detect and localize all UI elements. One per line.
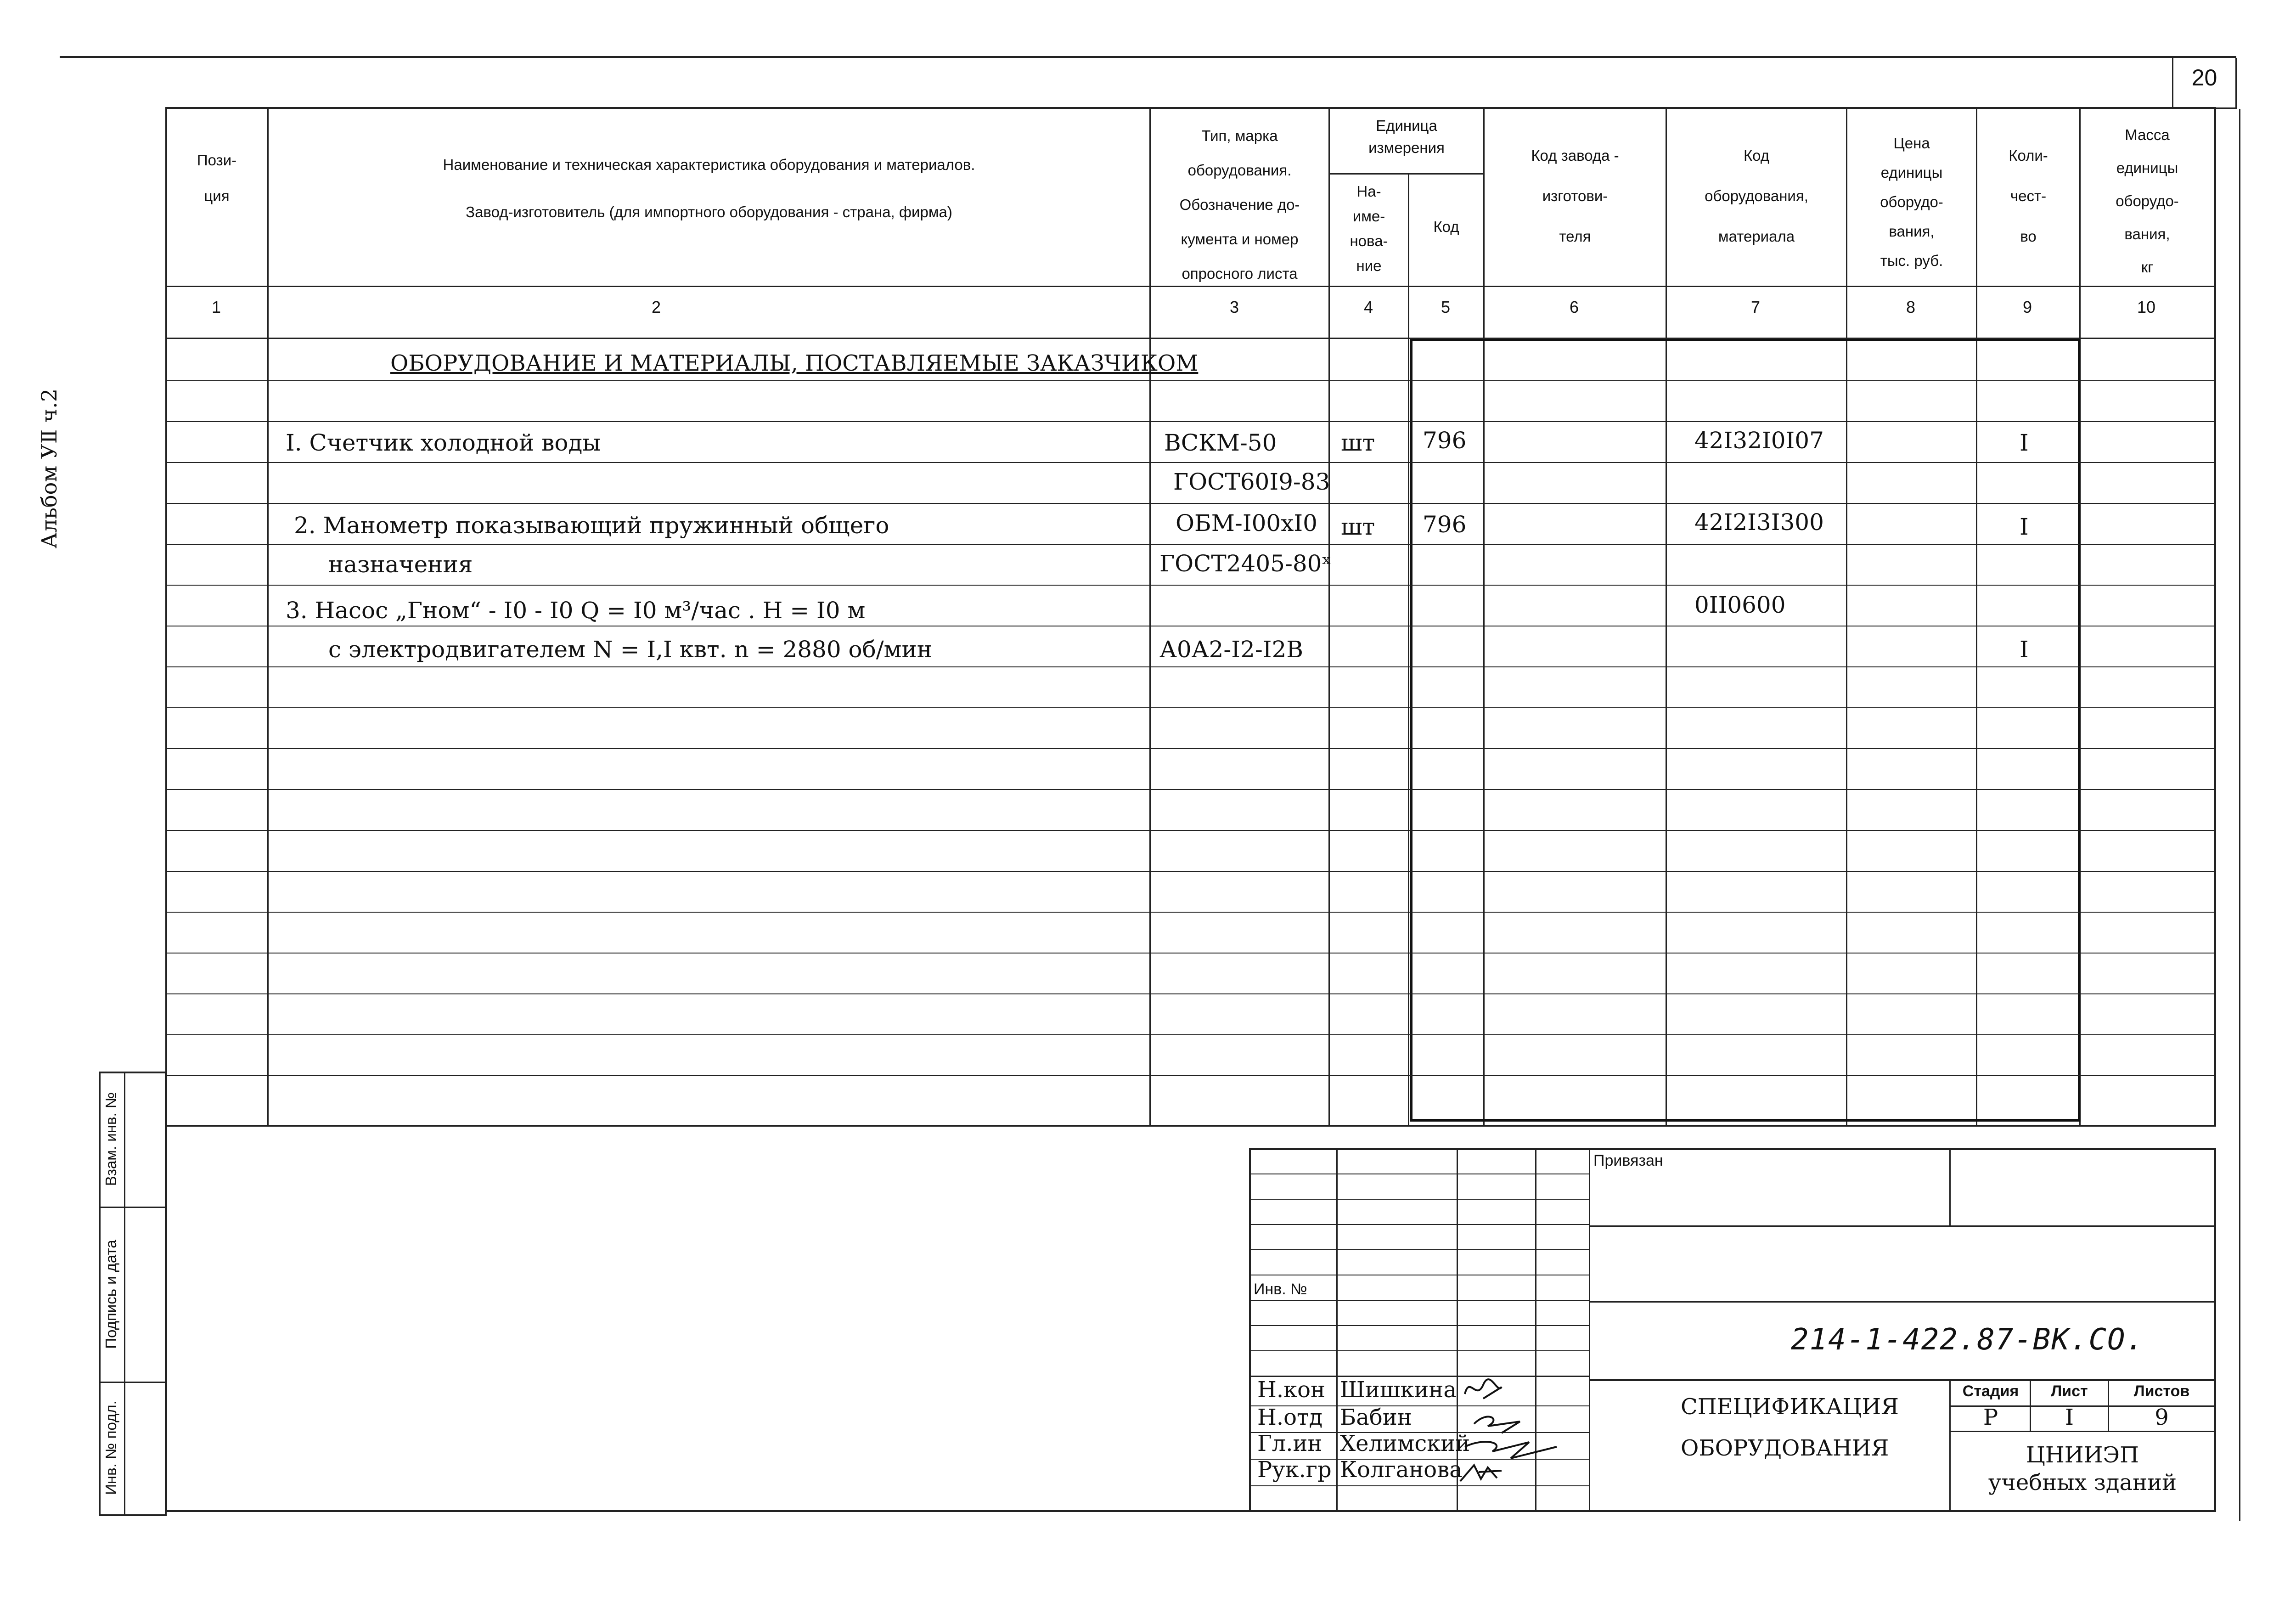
item-type: А0А2-I2-I2В (1159, 636, 1304, 663)
top-rule (60, 56, 2236, 58)
stage-label: Стадия (1962, 1382, 2019, 1400)
header-col6-line: теля (1559, 228, 1591, 245)
item-type: ГОСТ60I9-83 (1173, 468, 1330, 495)
row-line (165, 912, 2214, 913)
signer-role: Рук.гр (1257, 1457, 1332, 1483)
sheet-label: Лист (2051, 1382, 2088, 1400)
header-col10 (2081, 118, 2214, 284)
tb-privyazan-split (1949, 1148, 1951, 1226)
tb-right-row (1589, 1301, 2214, 1303)
header-col10-line: оборудо- (2116, 192, 2179, 209)
row-line (165, 830, 2214, 831)
item-type: ВСКМ-50 (1164, 429, 1277, 456)
document-code: 214-1-422.87-ВК.СО. (1791, 1323, 2145, 1357)
item-unit: шт (1341, 429, 1375, 456)
row-line (165, 871, 2214, 872)
header-col1-line: Пози- (197, 152, 237, 169)
header-col10-line: кг (2141, 259, 2154, 276)
tb-grid-row (1249, 1300, 1589, 1301)
header-col8-line: единицы (1880, 164, 1943, 181)
stamp-column-sep (99, 1382, 165, 1383)
tb-grid-row (1249, 1350, 1589, 1351)
page-number: 20 (2191, 65, 2217, 90)
signature-marks (1456, 1373, 1580, 1484)
sheet-value: I (2065, 1405, 2074, 1430)
header-col8-line: тыс. руб. (1880, 252, 1943, 269)
item-qty: I (2020, 429, 2029, 456)
header-col9-line: во (2020, 228, 2037, 245)
tb-right-row (1589, 1225, 2214, 1227)
page-number-box-right (2235, 58, 2237, 108)
header-col10-line: Масса (2125, 126, 2170, 143)
item-type: ОБМ-I00хI0 (1176, 510, 1317, 536)
header-unit-line: Единица (1376, 117, 1437, 134)
colnum-bottom-line (165, 338, 2214, 339)
header-col3 (1151, 118, 1328, 291)
row-line (165, 380, 2214, 381)
stamp-inv: Инв. № подл. (102, 1400, 119, 1495)
org-name-line: учебных зданий (1988, 1470, 2177, 1495)
row-line (165, 421, 2214, 422)
header-col8-line: вания, (1889, 223, 1935, 240)
item-qty: I (2020, 513, 2029, 540)
row-line (165, 1075, 2214, 1076)
left-frame-line-lower (165, 1123, 167, 1511)
col-line-4 (1408, 174, 1409, 1125)
header-col7-line: материала (1718, 228, 1795, 245)
signer-name: Шишкина (1340, 1377, 1457, 1403)
header-col2 (269, 152, 1149, 226)
inv-no-label: Инв. № (1254, 1281, 1307, 1298)
item-name: с электродвигателем N = I,I квт. n = 2880 об/мин (328, 636, 933, 663)
tb-grid-col (1589, 1148, 1590, 1511)
header-col8-line: Цена (1893, 135, 1930, 152)
item-qty: I (2020, 636, 2029, 663)
privyazan-label: Привязан (1593, 1152, 1663, 1169)
col-number: 2 (651, 298, 661, 316)
signer-name: Хелимский (1340, 1431, 1470, 1456)
header-col2-line: Завод-изготовитель (для импортного оборудования - страна, фирма) (466, 203, 952, 220)
col-number: 4 (1363, 298, 1373, 316)
col-line-1 (267, 107, 269, 1125)
col-number: 8 (1906, 298, 1916, 316)
item-name: I. Счетчик холодной воды (286, 429, 601, 456)
col-number: 5 (1441, 298, 1451, 316)
header-col7-line: оборудования, (1705, 187, 1808, 204)
header-unit-line: измерения (1368, 139, 1445, 156)
col-number: 1 (211, 298, 221, 316)
bold-data-box (1410, 339, 2081, 1122)
header-col3-line: Тип, марка (1201, 127, 1278, 144)
signer-role: Н.кон (1257, 1377, 1326, 1403)
header-col6-line: Код завода - (1531, 147, 1619, 164)
item-name: 3. Насос „Гном“ - I0 - I0 Q = I0 м³/час . Н = I0 м (286, 597, 866, 624)
tb-right-row (1589, 1379, 2214, 1381)
sheet-title-line: ОБОРУДОВАНИЯ (1681, 1435, 1889, 1461)
row-line (165, 953, 2214, 954)
sheet-title-line: СПЕЦИФИКАЦИЯ (1681, 1394, 1899, 1420)
item-type: ГОСТ2405-80ˣ (1159, 550, 1332, 577)
col-number: 9 (2022, 298, 2032, 316)
header-col9-line: чест- (2010, 187, 2047, 204)
signer-role: Гл.ин (1257, 1431, 1322, 1456)
stamp-column-sep (99, 1207, 165, 1208)
col-number: 3 (1229, 298, 1239, 316)
item-code: 0II0600 (1694, 592, 1786, 618)
header-col8 (1847, 129, 1976, 276)
header-col10-line: единицы (2116, 159, 2178, 176)
item-unit-code: 796 (1423, 427, 1467, 454)
row-line (165, 993, 2214, 994)
item-code: 42I2I3I300 (1694, 509, 1824, 536)
header-col4-line: име- (1352, 208, 1385, 225)
header-col8-line: оборудо- (1880, 193, 1943, 210)
stamp-column-divider (124, 1072, 125, 1514)
header-col10-line: вания, (2124, 226, 2170, 243)
row-line (165, 544, 2214, 545)
col-number: 10 (2137, 298, 2156, 316)
header-col4-line: На- (1356, 183, 1381, 200)
tb-grid-row (1249, 1199, 1589, 1200)
row-line (165, 462, 2214, 463)
tb-grid-row (1249, 1224, 1589, 1225)
header-col4 (1330, 179, 1408, 278)
sheets-value: 9 (2155, 1405, 2169, 1430)
stage-value: Р (1983, 1405, 1998, 1430)
stamp-podpis: Подпись и дата (102, 1240, 119, 1349)
header-col6-line: изготови- (1542, 187, 1608, 204)
header-col1-line: ция (204, 187, 230, 204)
header-col7-line: Код (1743, 147, 1770, 164)
header-unit-group (1330, 115, 1483, 159)
right-margin-line (2239, 109, 2240, 1521)
row-line (165, 707, 2214, 708)
signer-role: Н.отд (1257, 1405, 1323, 1430)
header-col3-line: Обозначение до- (1179, 196, 1300, 213)
header-col1 (166, 147, 267, 209)
row-line (165, 748, 2214, 749)
signer-name: Колганова (1340, 1457, 1463, 1483)
row-line (165, 585, 2214, 586)
sheets-label: Листов (2133, 1382, 2190, 1400)
tb-grid-col (1336, 1148, 1338, 1511)
tb-grid-row (1249, 1485, 1589, 1486)
item-unit: шт (1341, 513, 1375, 540)
row-line (165, 666, 2214, 667)
album-label: Альбом УⅡ ч.2 (37, 388, 62, 549)
item-unit-code: 796 (1423, 511, 1467, 538)
item-name: назначения (328, 551, 473, 578)
col-number: 7 (1750, 298, 1761, 316)
row-line (165, 789, 2214, 790)
header-col2-line: Наименование и техническая характеристика оборудования и материалов. (443, 156, 975, 173)
header-col4-line: ние (1356, 257, 1382, 274)
header-col5: Код (1433, 218, 1459, 235)
header-col7 (1667, 135, 1846, 257)
tb-grid-row (1249, 1249, 1589, 1250)
row-line (165, 1034, 2214, 1035)
org-name-line: ЦНИИЭП (2026, 1442, 2139, 1468)
section-title: ОБОРУДОВАНИЕ И МАТЕРИАЛЫ, ПОСТАВЛЯЕМЫЕ ЗАКАЗЧИКОМ (390, 350, 1199, 376)
signer-name: Бабин (1340, 1405, 1412, 1430)
tb-grid-row (1249, 1325, 1589, 1326)
stamp-vzam: Взам. инв. № (102, 1092, 119, 1186)
item-name: 2. Манометр показывающий пружинный общего (294, 512, 889, 539)
row-line (165, 503, 2214, 504)
unit-group-split (1328, 173, 1483, 175)
header-col3-line: оборудования. (1187, 162, 1292, 179)
header-col3-line: кумента и номер (1181, 231, 1299, 248)
item-code: 42I32I0I07 (1694, 427, 1824, 454)
header-col9-line: Коли- (2009, 147, 2048, 164)
header-col9 (1977, 135, 2079, 257)
header-col6 (1485, 135, 1666, 257)
tb-stage-row (1949, 1431, 2214, 1432)
header-col3-line: опросного листа (1182, 265, 1298, 282)
col-number: 6 (1569, 298, 1579, 316)
header-col4-line: нова- (1350, 232, 1388, 249)
